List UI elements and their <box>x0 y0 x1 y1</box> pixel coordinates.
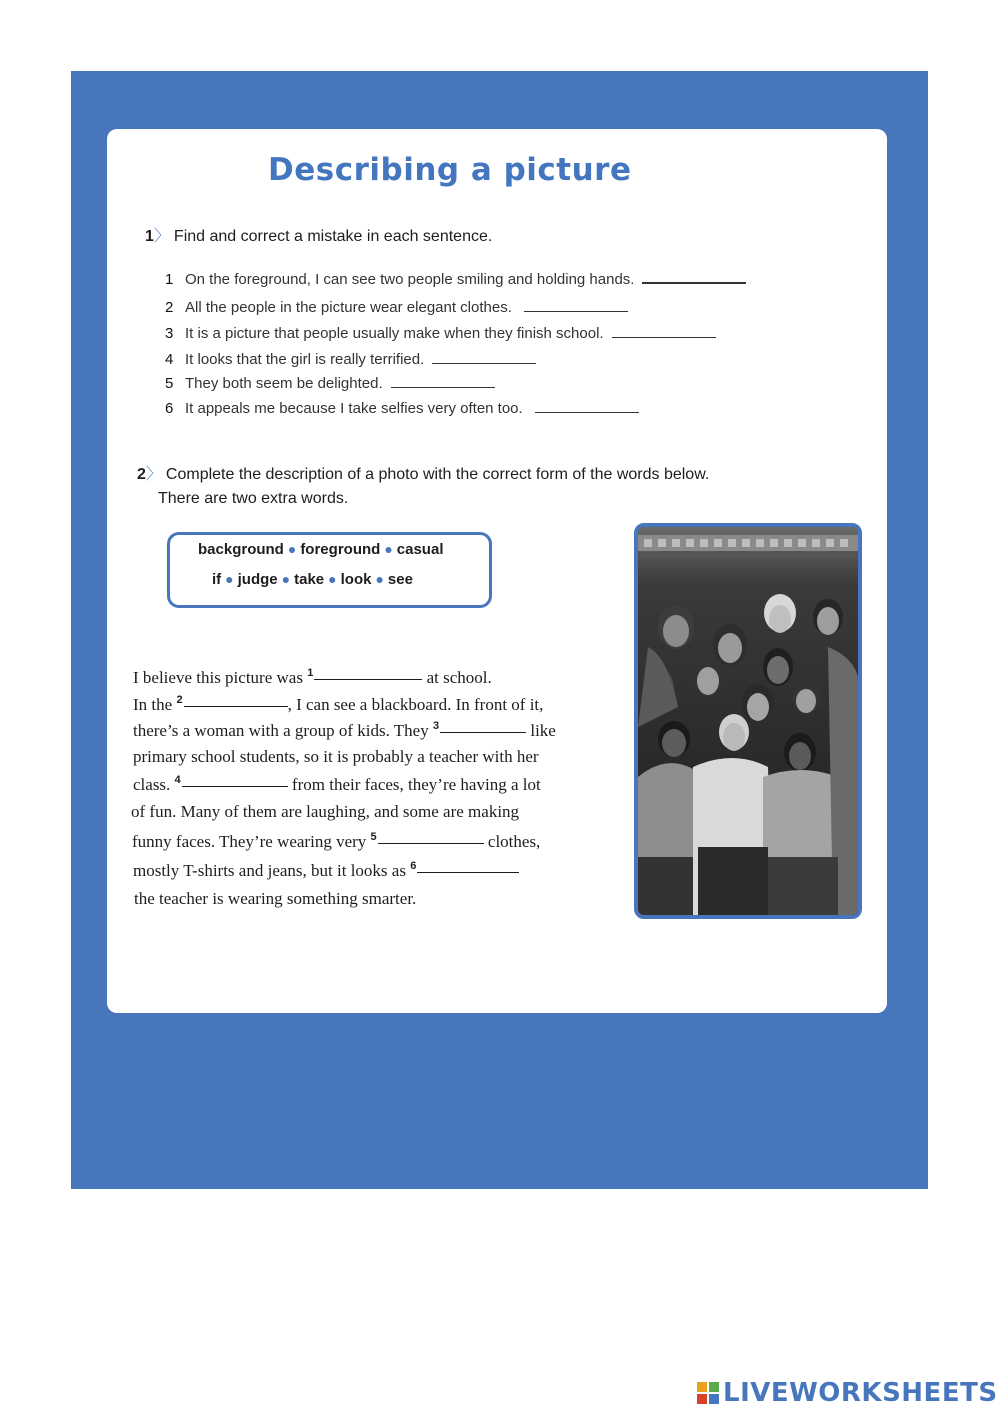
word-bank-word: if <box>212 571 222 588</box>
exercise1-instruction <box>145 225 492 249</box>
word-bank-word: see <box>387 571 413 588</box>
worksheet-title: Describing a picture <box>268 152 632 188</box>
gap-number: 1 <box>307 667 314 679</box>
gap-number: 2 <box>176 694 183 706</box>
exercise2-instruction-line2: There are two extra words. <box>158 490 349 507</box>
paragraph-text: class. <box>133 775 175 794</box>
paragraph-text: from their faces, they’re having a lot <box>291 775 541 794</box>
gap-blank-5[interactable] <box>378 843 484 844</box>
exercise2-instruction <box>137 463 709 487</box>
gap-number: 3 <box>432 720 440 732</box>
paragraph-line-8 <box>133 860 519 881</box>
paragraph-line-6: of fun. Many of them are laughing, and some are making <box>131 802 520 821</box>
paragraph-text: In the <box>133 695 177 714</box>
paragraph-line-7 <box>132 831 540 852</box>
bullet-dot-icon: ● <box>384 541 393 557</box>
paragraph-text: there’s a woman with a group of kids. They <box>133 721 433 740</box>
exercise2-number: 2 <box>137 466 146 483</box>
sentence-4 <box>165 351 536 368</box>
sentence-number: 6 <box>165 400 174 417</box>
answer-blank-1[interactable] <box>642 282 746 284</box>
paragraph-line-4: primary school students, so it is probably a teacher with her <box>133 747 539 766</box>
gap-number: 4 <box>174 774 181 786</box>
sentence-1 <box>165 271 746 288</box>
answer-blank-6[interactable] <box>535 412 639 413</box>
gap-blank-1[interactable] <box>314 679 422 680</box>
sentence-number: 5 <box>165 375 174 392</box>
sentence-2 <box>165 299 628 316</box>
exercise1-number: 1 <box>145 228 154 245</box>
logo-grid-icon <box>697 1382 719 1404</box>
exercise2-instruction-line1: Complete the description of a photo with the correct form of the words below. <box>165 466 710 483</box>
sentence-text: On the foreground, I can see two people smiling and holding hands. <box>185 271 635 288</box>
paragraph-text: I believe this picture was <box>133 668 308 687</box>
sentence-number: 4 <box>165 351 174 368</box>
bullet-dot-icon: ● <box>225 571 234 587</box>
answer-blank-2[interactable] <box>524 311 628 312</box>
paragraph-line-9: the teacher is wearing something smarter. <box>134 889 417 908</box>
word-bank-word: judge <box>237 571 278 588</box>
word-bank-word: foreground <box>300 541 381 558</box>
sentence-5 <box>165 375 495 392</box>
chevron-icon: 〉 <box>145 466 162 483</box>
exercise1-instruction-text: Find and correct a mistake in each sentence. <box>173 228 493 245</box>
gap-blank-6[interactable] <box>417 872 519 873</box>
paragraph-line-5 <box>133 774 541 795</box>
word-bank-row1 <box>198 541 443 558</box>
word-bank-word: take <box>294 571 325 588</box>
word-bank-row2 <box>212 571 413 588</box>
paragraph-text: at school. <box>426 668 492 687</box>
answer-blank-3[interactable] <box>612 337 716 338</box>
class-photo <box>634 523 862 919</box>
gap-blank-3[interactable] <box>440 732 526 733</box>
paragraph-text: clothes, <box>487 832 541 851</box>
bullet-dot-icon: ● <box>281 571 291 587</box>
sentence-text: They both seem be delighted. <box>185 375 383 392</box>
logo-text: LIVEWORKSHEETS <box>723 1378 998 1408</box>
gap-blank-4[interactable] <box>182 786 288 787</box>
paragraph-line-1 <box>133 667 492 688</box>
sentence-number: 1 <box>165 271 174 288</box>
sentence-6 <box>165 400 639 417</box>
liveworksheets-logo[interactable] <box>697 1378 998 1408</box>
paragraph-line-2 <box>133 694 543 715</box>
word-bank-word: look <box>340 571 372 588</box>
gap-blank-2[interactable] <box>184 706 288 707</box>
sentence-text: It looks that the girl is really terrified. <box>185 351 425 368</box>
bullet-dot-icon: ● <box>287 541 297 557</box>
sentence-number: 2 <box>165 299 174 316</box>
sentence-text: All the people in the picture wear elegant clothes. <box>185 299 512 316</box>
sentence-text: It appeals me because I take selfies very often too. <box>185 400 523 417</box>
bullet-dot-icon: ● <box>328 571 337 587</box>
paragraph-line-3 <box>133 720 556 741</box>
gap-number: 6 <box>410 860 417 872</box>
sentence-number: 3 <box>165 325 174 342</box>
paragraph-text: , I can see a blackboard. In front of it, <box>287 695 544 714</box>
answer-blank-5[interactable] <box>391 387 495 388</box>
paragraph-text: mostly T-shirts and jeans, but it looks as <box>133 861 411 880</box>
word-bank-word: background <box>198 541 284 558</box>
bullet-dot-icon: ● <box>375 571 384 587</box>
paragraph-text: like <box>530 721 556 740</box>
word-bank-word: casual <box>396 541 444 558</box>
sentence-text: It is a picture that people usually make when they finish school. <box>185 325 604 342</box>
sentence-3 <box>165 325 716 342</box>
gap-number: 5 <box>370 831 377 843</box>
answer-blank-4[interactable] <box>432 363 536 364</box>
paragraph-text: funny faces. They’re wearing very <box>132 832 371 851</box>
class-photo-illustration <box>638 527 858 915</box>
chevron-icon: 〉 <box>153 228 170 245</box>
